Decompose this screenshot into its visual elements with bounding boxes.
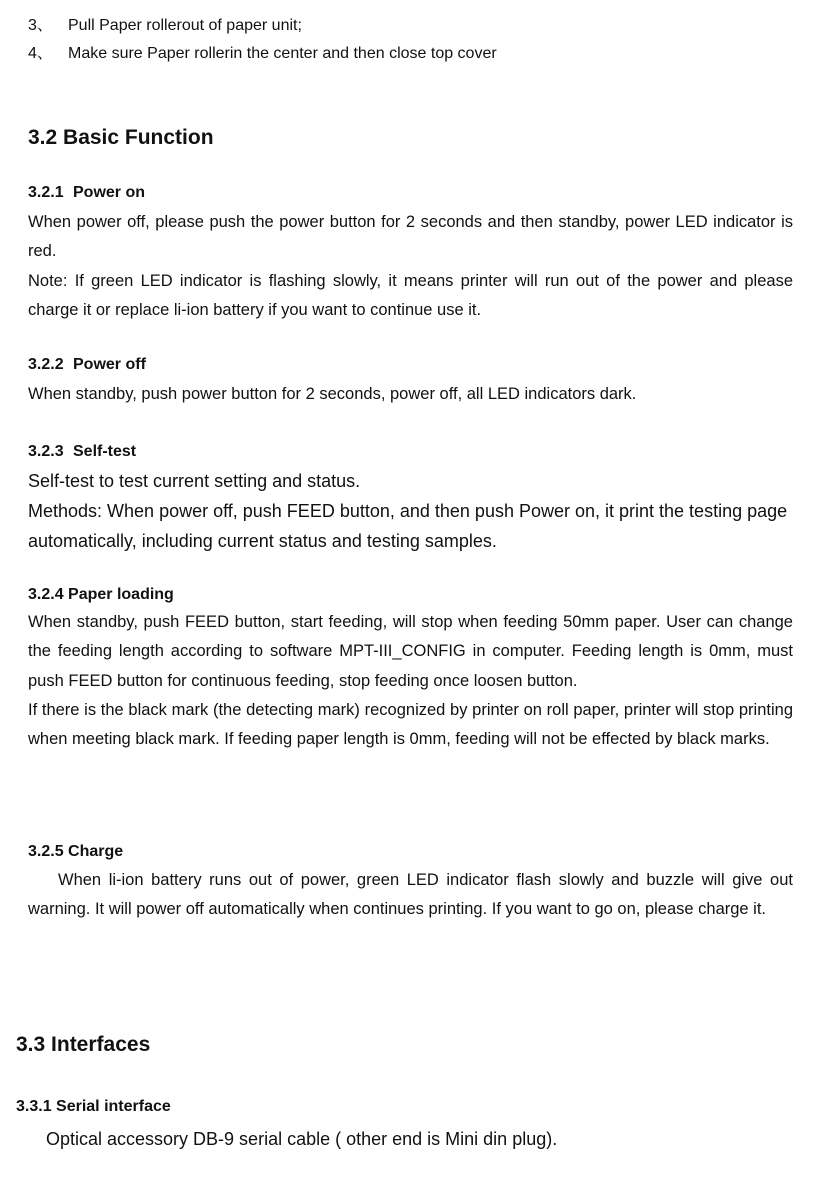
subsection-heading-charge: 3.2.5 Charge bbox=[28, 843, 124, 860]
subsection-title: Self-test bbox=[73, 443, 137, 460]
paragraph-text: When li-ion battery runs out of power, green LED indicator flash slowly and buzzle will give out warning. It will power off automatically when continues printing. If you want to go on, please charge it. bbox=[28, 871, 793, 919]
section-heading-interfaces: 3.3 Interfaces bbox=[16, 1033, 151, 1056]
paragraph-serial-interface bbox=[46, 1124, 806, 1154]
list-number: 4、 bbox=[28, 45, 53, 62]
paragraph-text: Self-test to test current setting and status. bbox=[28, 471, 361, 491]
subsection-title: Power on bbox=[73, 184, 146, 201]
list-item bbox=[28, 40, 497, 63]
subsection-number: 3.2.1 bbox=[28, 184, 64, 201]
paragraph-note: Note: If green LED indicator is flashing slowly, it means printer will run out of the power and please charge it or replace li-ion battery if you want to continue use it. bbox=[28, 271, 793, 319]
paragraph-text: When standby, push power button for 2 seconds, power off, all LED indicators dark. bbox=[28, 385, 637, 403]
paragraph-self-test bbox=[28, 466, 793, 556]
paragraph-methods: Methods: When power off, push FEED button, and then push Power on, it print the testing page automatically, including current status and testing samples. bbox=[28, 501, 788, 551]
section-heading-basic-function: 3.2 Basic Function bbox=[28, 126, 214, 149]
subsection-heading-power-on bbox=[28, 184, 145, 202]
paragraph-text: Optical accessory DB-9 serial cable ( other end is Mini din plug). bbox=[46, 1129, 558, 1149]
subsection-number: 3.2.3 bbox=[28, 443, 64, 460]
subsection-number: 3.2.2 bbox=[28, 356, 64, 373]
paragraph-text: When standby, push FEED button, start feeding, will stop when feeding 50mm paper. User can change the feeding length according to software MPT-III_CONFIG in computer. Feeding length is 0mm, must push FEED button for continuous feeding, stop feeding once loosen button. bbox=[28, 613, 793, 690]
subsection-title: Power off bbox=[73, 356, 146, 373]
subsection-heading-self-test bbox=[28, 443, 136, 461]
paragraph-paper-loading bbox=[28, 608, 793, 754]
list-text: Pull Paper rollerout of paper unit; bbox=[68, 17, 302, 34]
list-text: Make sure Paper rollerin the center and then close top cover bbox=[68, 45, 497, 62]
subsection-heading-serial-interface: 3.3.1 Serial interface bbox=[16, 1098, 171, 1115]
paragraph-power-off bbox=[28, 380, 793, 409]
subsection-heading-power-off bbox=[28, 356, 146, 374]
paragraph-power-on bbox=[28, 208, 793, 325]
paragraph-text: When power off, please push the power button for 2 seconds and then standby, power LED indicator is red. bbox=[28, 213, 793, 261]
subsection-heading-paper-loading: 3.2.4 Paper loading bbox=[28, 586, 174, 603]
list-number: 3、 bbox=[28, 17, 53, 34]
list-item bbox=[28, 12, 302, 35]
paragraph-black-mark: If there is the black mark (the detecting mark) recognized by printer on roll paper, printer will stop printing when meeting black mark. If feeding paper length is 0mm, feeding will not be effected by black marks. bbox=[28, 700, 793, 749]
paragraph-charge bbox=[28, 866, 793, 925]
